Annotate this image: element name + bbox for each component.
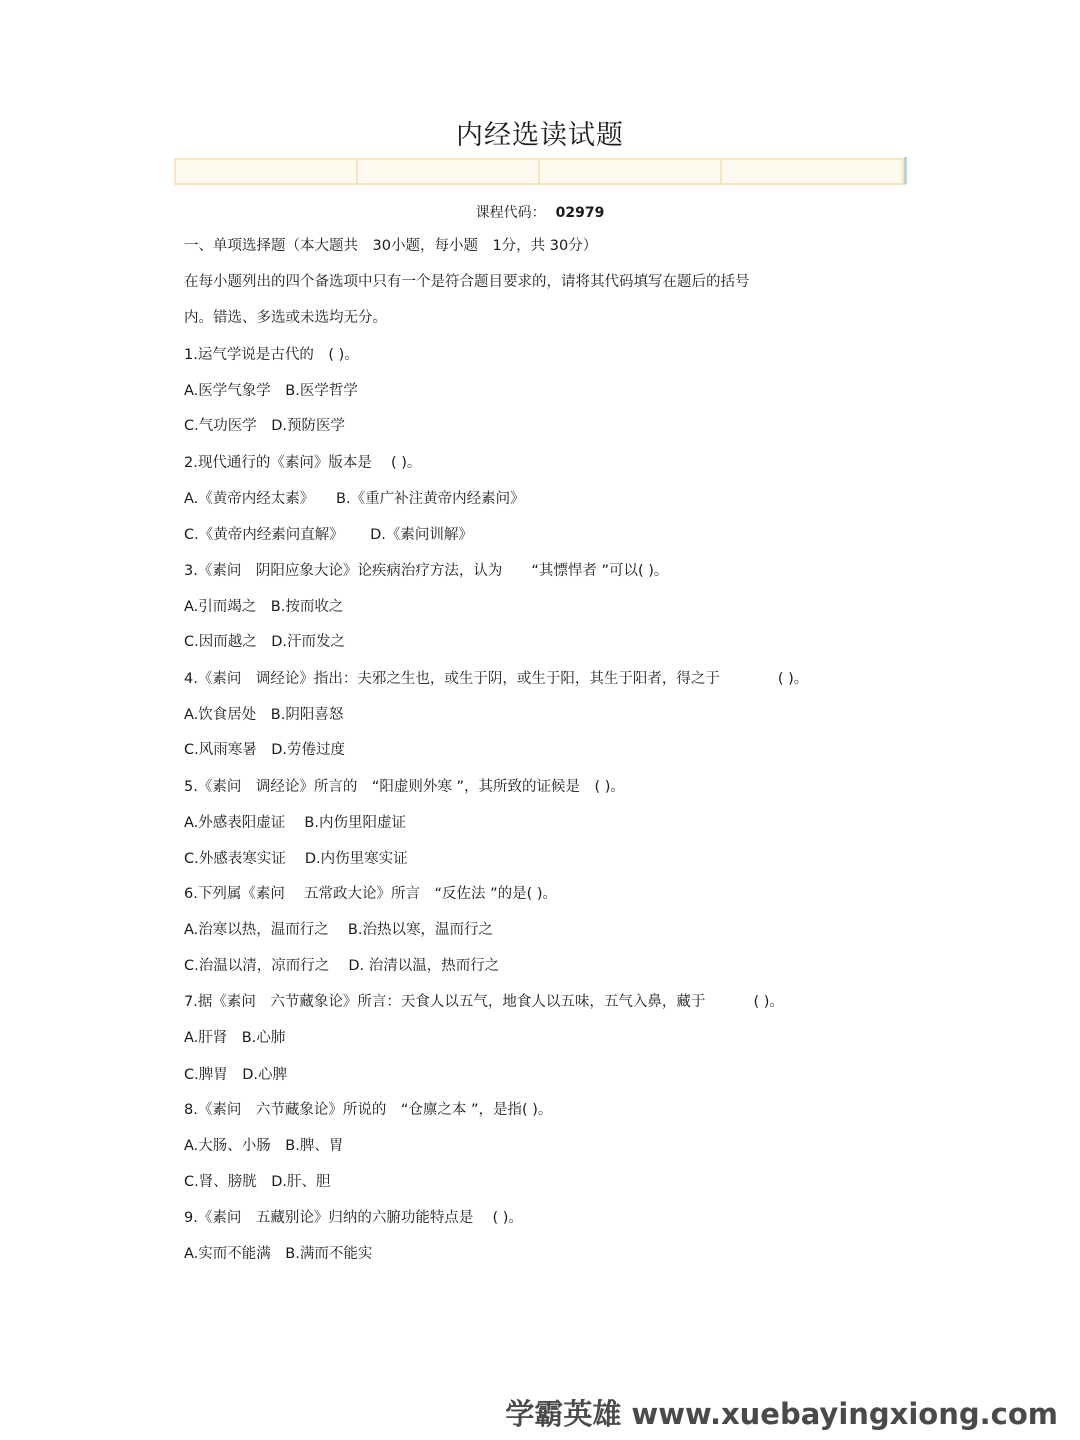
instruction-line: 内。错选、多选或未选均无分。 [184, 310, 387, 326]
course-code-line [0, 202, 1080, 222]
header-table-cell [176, 160, 358, 183]
header-table-cell [540, 160, 722, 183]
question-option-line: C.外感表寒实证 D.内伤里寒实证 [184, 851, 408, 867]
question-option-line: A.肝肾 B.心肺 [184, 1030, 286, 1046]
site-watermark: 学霸英雄 www.xuebayingxiong.com [505, 1397, 1058, 1431]
question-option-line: C.脾胃 D.心脾 [184, 1067, 288, 1083]
question-option-line: A.实而不能满 B.满而不能实 [184, 1246, 373, 1262]
question-option-line: A.引而竭之 B.按而收之 [184, 599, 344, 615]
question-option-line: A.治寒以热，温而行之 B.治热以寒，温而行之 [184, 922, 493, 938]
question-option-line: A.饮食居处 B.阴阳喜怒 [184, 707, 344, 723]
question-option-line: A.医学气象学 B.医学哲学 [184, 383, 358, 399]
question-option-line: C.因而越之 D.汗而发之 [184, 634, 346, 650]
document-title: 内经选读试题 [456, 120, 624, 151]
instruction-line: 在每小题列出的四个备选项中只有一个是符合题目要求的，请将其代码填写在题后的括号 [184, 274, 750, 290]
question-option-line: C.治温以清，凉而行之 D. 治清以温，热而行之 [184, 958, 500, 974]
question-stem: 5.《素问 调经论》所言的 “阳虚则外寒 ”，其所致的证候是 ( )。 [184, 779, 625, 795]
table-edge-mark [904, 157, 907, 184]
course-code-label: 课程代码： [475, 205, 546, 221]
question-option-line: A.外感表阳虚证 B.内伤里阳虚证 [184, 815, 406, 831]
section-title: 一、单项选择题（本大题共 30小题，每小题 1分，共 30分） [184, 238, 598, 254]
course-code: 02979 [555, 205, 605, 221]
question-stem: 3.《素问 阴阳应象大论》论疾病治疗方法，认为 “其慓悍者 ”可以( )。 [184, 563, 669, 579]
header-table-cell [358, 160, 540, 183]
question-option-line: A.大肠、小肠 B.脾、胃 [184, 1138, 344, 1154]
header-table-cell [722, 160, 904, 183]
question-option-line: C.风雨寒暑 D.劳倦过度 [184, 742, 346, 758]
question-stem: 1.运气学说是古代的 ( )。 [184, 347, 359, 363]
question-stem: 8.《素问 六节藏象论》所说的 “仓廪之本 ”，是指( )。 [184, 1102, 553, 1118]
question-stem: 2.现代通行的《素问》版本是 ( )。 [184, 455, 422, 471]
question-option-line: A.《黄帝内经太素》 B.《重广补注黄帝内经素问》 [184, 491, 525, 507]
question-stem: 6.下列属《素问 五常政大论》所言 “反佐法 ”的是( )。 [184, 886, 557, 902]
question-stem: 4.《素问 调经论》指出：夫邪之生也，或生于阴，或生于阳，其生于阳者，得之于 ( )。 [184, 671, 809, 687]
question-option-line: C.气功医学 D.预防医学 [184, 418, 346, 434]
question-stem: 7.据《素问 六节藏象论》所言：天食人以五气，地食人以五味，五气入鼻，藏于 ( )。 [184, 994, 784, 1010]
question-stem: 9.《素问 五藏别论》归纳的六腑功能特点是 ( )。 [184, 1210, 523, 1226]
question-option-line: C.肾、膀胱 D.肝、胆 [184, 1174, 331, 1190]
question-option-line: C.《黄帝内经素问直解》 D.《素问训解》 [184, 527, 473, 543]
header-table [174, 158, 906, 185]
